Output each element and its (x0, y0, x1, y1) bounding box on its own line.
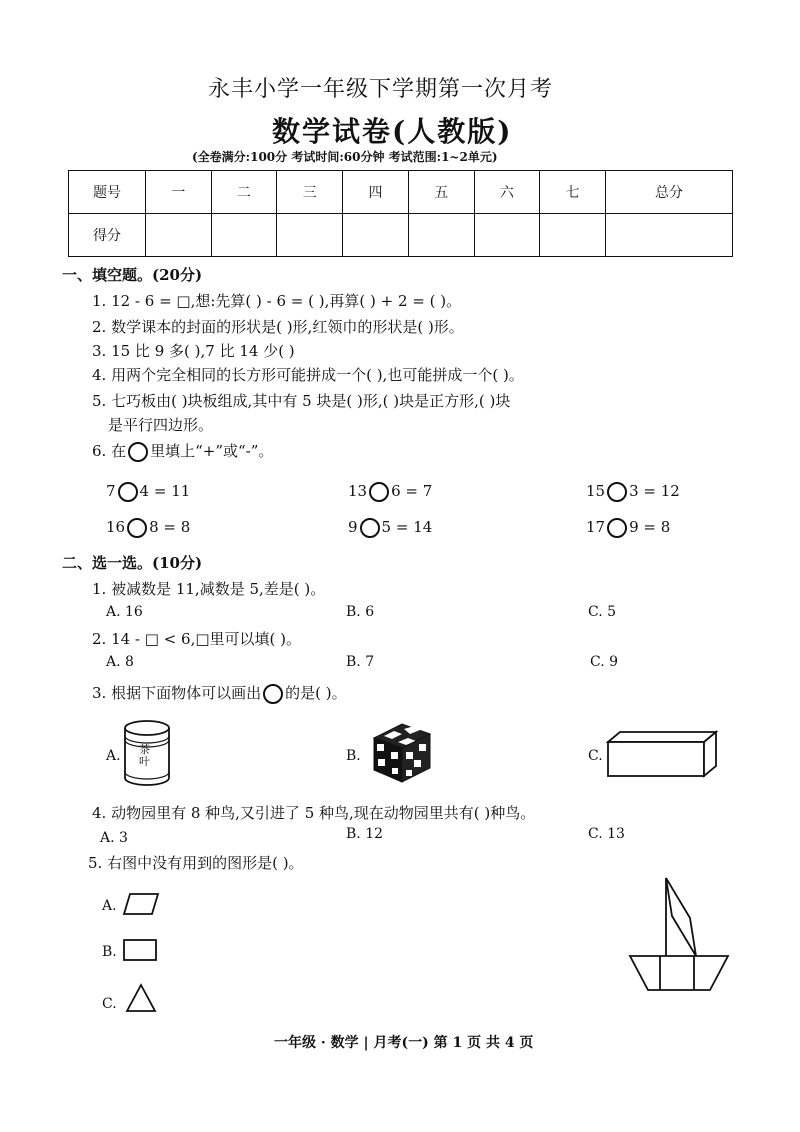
operand: 8 = 8 (149, 518, 191, 536)
score-cell[interactable] (146, 214, 212, 257)
table-cell: 七 (540, 171, 606, 214)
table-cell: 总分 (605, 171, 732, 214)
option-c[interactable]: C. 13 (588, 826, 625, 842)
answer-circle[interactable] (607, 482, 627, 502)
s1-q4: 4. 用两个完全相同的长方形可能拼成一个( ),也可能拼成一个( )。 (92, 366, 524, 384)
rectangle-icon (122, 938, 160, 962)
exam-title: 数学试卷(人教版) (272, 115, 513, 148)
option-b[interactable]: B. 6 (346, 604, 375, 620)
s2-q3 (92, 682, 347, 704)
exam-subtitle: 永丰小学一年级下学期第一次月考 (208, 77, 554, 102)
s1-q5-line2: 是平行四边形。 (108, 416, 214, 434)
score-cell[interactable] (343, 214, 409, 257)
option-c[interactable]: C. 5 (588, 604, 617, 620)
s1-q2: 2. 数学课本的封面的形状是( )形,红领巾的形状是( )形。 (92, 318, 464, 336)
operand: 9 = 8 (629, 518, 671, 536)
s1-q1: 1. 12 - 6 = □,想:先算( ) - 6 = ( ),再算( ) + 2 = ( )。 (92, 292, 462, 310)
exam-info: (全卷满分:100分 考试时间:60分钟 考试范围:1~2单元) (192, 150, 498, 164)
answer-circle[interactable] (118, 482, 138, 502)
table-cell: 一 (146, 171, 212, 214)
circle-icon (128, 442, 148, 462)
table-row (69, 171, 733, 214)
option-a[interactable]: A. (102, 898, 117, 914)
page-footer: 一年级 · 数学 | 月考(一) 第 1 页 共 4 页 (274, 1035, 534, 1051)
option-b[interactable]: B. (346, 748, 361, 764)
option-a[interactable]: A. (106, 748, 121, 764)
operand: 3 = 12 (629, 482, 680, 500)
score-cell[interactable] (540, 214, 606, 257)
option-c[interactable]: C. 9 (590, 654, 619, 670)
operand: 4 = 11 (139, 482, 191, 500)
q6-item (348, 518, 432, 538)
table-cell: 三 (277, 171, 343, 214)
cuboid-icon (604, 730, 720, 780)
q6-item (586, 518, 670, 538)
s2-q2: 2. 14 - □ < 6,□里可以填( )。 (92, 630, 302, 648)
table-cell: 四 (343, 171, 409, 214)
option-c[interactable]: C. (588, 748, 603, 764)
s2-q1: 1. 被减数是 11,减数是 5,差是( )。 (92, 580, 326, 598)
can-label: 茶叶 (139, 743, 150, 768)
answer-circle[interactable] (369, 482, 389, 502)
s1-q5-line1: 5. 七巧板由( )块板组成,其中有 5 块是( )形,( )块是正方形,( )块 (92, 392, 511, 410)
answer-circle[interactable] (607, 518, 627, 538)
option-a[interactable]: A. 3 (100, 830, 128, 846)
option-a[interactable]: A. 8 (106, 654, 134, 670)
s1-q6 (92, 440, 273, 462)
answer-circle[interactable] (360, 518, 380, 538)
q6-item (586, 482, 680, 502)
operand: 6 = 7 (391, 482, 433, 500)
circle-icon (263, 684, 283, 704)
table-cell: 得分 (69, 214, 146, 257)
s1-q3: 3. 15 比 9 多( ),7 比 14 少( ) (92, 342, 295, 360)
operand: 13 (348, 482, 368, 500)
table-row (69, 214, 733, 257)
operand: 16 (106, 518, 126, 536)
section2-title: 二、选一选。(10分) (62, 554, 203, 572)
option-b[interactable]: B. 12 (346, 826, 384, 842)
table-cell: 五 (408, 171, 474, 214)
section1-title: 一、填空题。(20分) (62, 266, 203, 284)
sailboat-figure (624, 872, 736, 996)
answer-circle[interactable] (127, 518, 147, 538)
parallelogram-icon (122, 892, 160, 916)
s2-q5: 5. 右图中没有用到的图形是( )。 (88, 854, 304, 872)
s1-q6-pre: 6. 在 (92, 442, 127, 460)
option-b[interactable]: B. 7 (346, 654, 375, 670)
s2-q4: 4. 动物园里有 8 种鸟,又引进了 5 种鸟,现在动物园里共有( )种鸟。 (92, 804, 536, 822)
score-cell[interactable] (277, 214, 343, 257)
triangle-icon (124, 982, 158, 1014)
rubiks-cube-icon (364, 716, 438, 788)
s1-q6-post: 里填上“+”或“-”。 (150, 442, 274, 460)
q6-item (106, 482, 190, 502)
option-c[interactable]: C. (102, 996, 117, 1012)
operand: 9 (348, 518, 358, 536)
score-cell[interactable] (474, 214, 540, 257)
score-cell[interactable] (605, 214, 732, 257)
option-b[interactable]: B. (102, 944, 117, 960)
option-a[interactable]: A. 16 (106, 604, 143, 620)
s2-q3-pre: 3. 根据下面物体可以画出 (92, 684, 262, 702)
table-cell: 二 (211, 171, 277, 214)
score-cell[interactable] (211, 214, 277, 257)
q6-item (348, 482, 432, 502)
operand: 17 (586, 518, 606, 536)
q6-item (106, 518, 190, 538)
table-cell: 题号 (69, 171, 146, 214)
operand: 5 = 14 (381, 518, 433, 536)
table-cell: 六 (474, 171, 540, 214)
s2-q3-post: 的是( )。 (285, 684, 347, 702)
score-cell[interactable] (408, 214, 474, 257)
score-table (68, 170, 733, 257)
operand: 15 (586, 482, 606, 500)
operand: 7 (106, 482, 116, 500)
